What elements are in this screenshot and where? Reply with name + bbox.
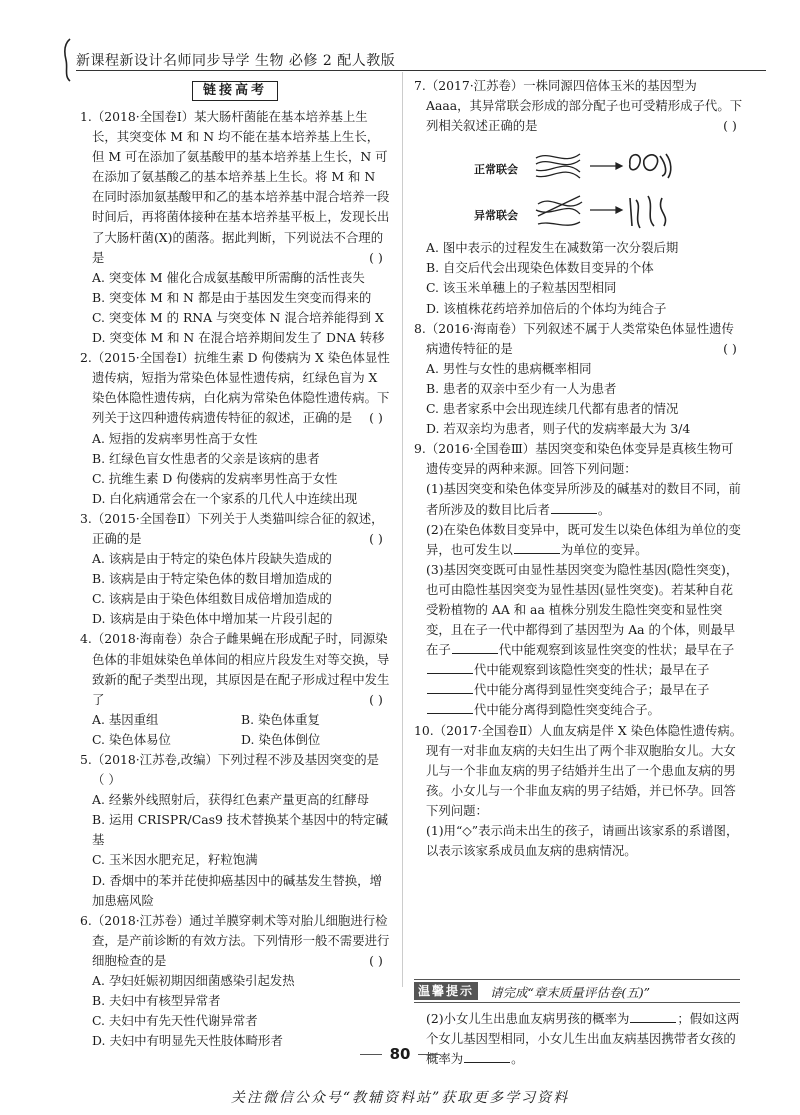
chromosome-pairing-figure (532, 144, 692, 232)
sub-question-2: (2)在染色体数目变异中，既可发生以染色体组为单位的变异，也可发生以 为单位的变异。 (426, 521, 741, 557)
question-stem: 7.（2017·江苏卷）一株同源四倍体玉米的基因型为 Aaaa，其异常联会形成的部分配子也可受精形成子代。下列相关叙述正确的是 (414, 78, 743, 134)
option-d: D. 该病是由于染色体中增加某一片段引起的 (92, 611, 333, 627)
page-number: 80 (389, 1045, 411, 1063)
option-a: A. 图中表示的过程发生在减数第一次分裂后期 (426, 240, 679, 256)
option-b: B. 染色体重复 (241, 711, 320, 727)
answer-paren: ( ) (369, 691, 383, 707)
answer-blank[interactable] (427, 701, 473, 714)
question-stem: 1.（2018·全国卷Ⅰ）某大肠杆菌能在基本培养基上生长，其突变体 M 和 N 均不能在基本培养基上生长，但 M 可在添加了氨基酸甲的基本培养基上生长，N 可在添加了氨基酸乙的基本培养基上生长。将 M 和 N 在同时添加氨基酸甲和乙的基本培养基中混合培养一段时间后，再将菌体接种在基本培养基平板上，发现长出了大肠杆菌(X)的菌落。据此判断，下列说法不合理的是 (80, 109, 390, 265)
question-stem: 3.（2015·全国卷Ⅱ）下列关于人类猫叫综合征的叙述，正确的是 (80, 510, 384, 546)
option-b: B. 红绿色盲女性患者的父亲是该病的患者 (92, 450, 320, 466)
question-stem: 2.（2015·全国卷Ⅰ）抗维生素 D 佝偻病为 X 染色体显性遗传病，短指为常染色体显性遗传病，红绿色盲为 X 染色体隐性遗传病，白化病为常染色体隐性遗传病。下列关于这四种遗传病遗传特征的叙述，正确的是 (80, 350, 390, 426)
answer-blank[interactable] (630, 1010, 676, 1023)
option-c: C. 染色体易位 (92, 731, 171, 747)
question-7 (414, 76, 744, 319)
answer-blank[interactable] (514, 541, 560, 554)
answer-paren: ( ) (723, 340, 737, 356)
option-b: B. 该病是由于特定染色体的数目增加造成的 (92, 571, 333, 587)
answer-blank[interactable] (452, 641, 498, 654)
section-title: 链接高考 (192, 81, 278, 101)
answer-blank[interactable] (427, 681, 473, 694)
option-d: D. 该植株花药培养加倍后的个体均为纯合子 (426, 300, 667, 316)
option-a: A. 该病是由于特定的染色体片段缺失造成的 (92, 551, 332, 567)
option-c: C. 玉米因水肥充足，籽粒饱满 (92, 852, 258, 868)
normal-synapsis-label: 正常联会 (474, 163, 518, 177)
question-6 (80, 911, 390, 1052)
option-a: A. 短指的发病率男性高于女性 (92, 430, 258, 446)
answer-paren: ( ) (369, 249, 383, 265)
tip-text: 请完成“章末质量评估卷(五)” (490, 985, 651, 1000)
question-3 (80, 509, 390, 630)
option-c: C. 夫妇中有先天性代谢异常者 (92, 1013, 258, 1029)
question-stem: 9.（2016·全国卷Ⅲ）基因突变和染色体变异是真核生物可遗传变异的两种来源。回答下列问题： (414, 441, 734, 477)
answer-paren: ( ) (369, 530, 383, 546)
sub-question-2: (2)小女儿生出患血友病男孩的概率为 ；假如这两个女儿基因型相同，小女儿生出血友病基因携带者女孩的概率为 。 (426, 1011, 740, 1067)
question-stem: 6.（2018·江苏卷）通过羊膜穿刺术等对胎儿细胞进行检查，是产前诊断的有效方法。下列情形一般不需要进行细胞检查的是 (80, 912, 390, 968)
left-column (80, 76, 390, 1051)
tip-label: 温馨提示 (414, 982, 478, 1000)
option-b: B. 夫妇中有核型异常者 (92, 993, 221, 1009)
question-2 (80, 348, 390, 509)
option-b: B. 运用 CRISPR/Cas9 技术替换某个基因中的特定碱基 (92, 812, 388, 848)
option-c: C. 该玉米单穗上的子粒基因型相同 (426, 280, 617, 296)
option-c: C. 患者家系中会出现连续几代都有患者的情况 (426, 401, 679, 417)
option-row (80, 730, 390, 750)
footer-note: 关注微信公众号“教辅资料站”获取更多学习资料 (230, 1090, 570, 1106)
header-divider (76, 70, 766, 71)
answer-blank[interactable] (551, 501, 597, 514)
option-a: A. 突变体 M 催化合成氨基酸甲所需酶的活性丧失 (92, 269, 365, 285)
option-a: A. 孕妇妊娠初期因细菌感染引起发热 (92, 973, 295, 989)
option-row (80, 710, 390, 730)
header-bracket-icon (62, 38, 72, 82)
sub-question-1: (1)基因突变和染色体变异所涉及的碱基对的数目不同，前者所涉及的数目比后者 。 (426, 481, 741, 517)
option-a: A. 基因重组 (92, 711, 159, 727)
sub-question-1: (1)用“◇”表示尚未出生的孩子，请画出该家系的系谱图，以表示该家系成员血友病的患病情况。 (426, 823, 739, 859)
abnormal-synapsis-label: 异常联会 (474, 209, 518, 223)
right-column (414, 76, 744, 1069)
option-d: D. 突变体 M 和 N 在混合培养期间发生了 DNA 转移 (92, 330, 385, 346)
question-stem: 8.（2016·海南卷）下列叙述不属于人类常染色体显性遗传病遗传特征的是 (414, 320, 734, 356)
option-c: C. 抗维生素 D 佝偻病的发病率男性高于女性 (92, 470, 338, 486)
option-d: D. 若双亲均为患者，则子代的发病率最大为 3/4 (426, 421, 691, 437)
option-c: C. 突变体 M 的 RNA 与突变体 N 混合培养能得到 X (92, 309, 384, 325)
answer-paren: ( ) (369, 410, 383, 426)
column-divider (402, 72, 403, 987)
answer-paren: ( ) (723, 118, 737, 134)
synapsis-diagram (414, 140, 744, 232)
question-8 (414, 319, 744, 440)
question-stem: 4.（2018·海南卷）杂合子雌果蝇在形成配子时，同源染色体的非姐妹染色单体间的相应片段发生对等交换，导致新的配子类型出现，其原因是在配子形成过程中发生了 (80, 631, 390, 707)
option-d: D. 染色体倒位 (241, 731, 321, 747)
option-b: B. 突变体 M 和 N 都是由于基因发生突变而得来的 (92, 289, 372, 305)
question-10 (414, 721, 744, 1070)
tip-banner (414, 979, 740, 1003)
option-d: D. 香烟中的苯并芘使抑癌基因中的碱基发生替换，增加患癌风险 (92, 872, 382, 908)
option-d: D. 夫妇中有明显先天性肢体畸形者 (92, 1033, 283, 1049)
option-d: D. 白化病通常会在一个家系的几代人中连续出现 (92, 490, 358, 506)
answer-paren: ( ) (369, 952, 383, 968)
option-b: B. 患者的双亲中至少有一人为患者 (426, 380, 617, 396)
option-c: C. 该病是由于染色体组数目成倍增加造成的 (92, 591, 332, 607)
sub-question-3: (3)基因突变既可由显性基因突变为隐性基因(隐性突变)，也可由隐性基因突变为显性基因(显性突变)。若某种自花受粉植物的 AA 和 aa 植株分别发生隐性突变和显性突变，且在子一代中都得到了基因型为 Aa 的个体，则最早在子 代中能观察到该显性突变的性状；最早在子代中能观察到该隐性突变的性状；最早在子代中能分离得到显性突变纯合子；最早在子代中能分离得到隐性突变纯合子。 (426, 561, 739, 718)
question-stem: 5.（2018·江苏卷,改编）下列过程不涉及基因突变的是（ ） (80, 752, 380, 788)
option-a: A. 男性与女性的患病概率相同 (426, 360, 592, 376)
question-stem: 10.（2017·全国卷Ⅱ）人血友病是伴 X 染色体隐性遗传病。现有一对非血友病的夫妇生出了两个非双胞胎女儿。大女儿与一个非血友病的男子结婚并生出了一个患血友病的男孩。小女儿与一个非血友病的男子结婚，并已怀孕。回答下列问题： (414, 722, 743, 818)
answer-blank[interactable] (427, 661, 473, 674)
question-5 (80, 750, 390, 911)
page-number-block (0, 1045, 800, 1063)
question-1 (80, 107, 390, 348)
option-b: B. 自交后代会出现染色体数目变异的个体 (426, 260, 654, 276)
question-4 (80, 629, 390, 750)
question-9 (414, 439, 744, 720)
section-title-box (80, 80, 390, 101)
page-header: 新课程新设计名师同步导学 生物 必修 2 配人教版 (76, 53, 396, 69)
option-a: A. 经紫外线照射后，获得红色素产量更高的红酵母 (92, 792, 370, 808)
